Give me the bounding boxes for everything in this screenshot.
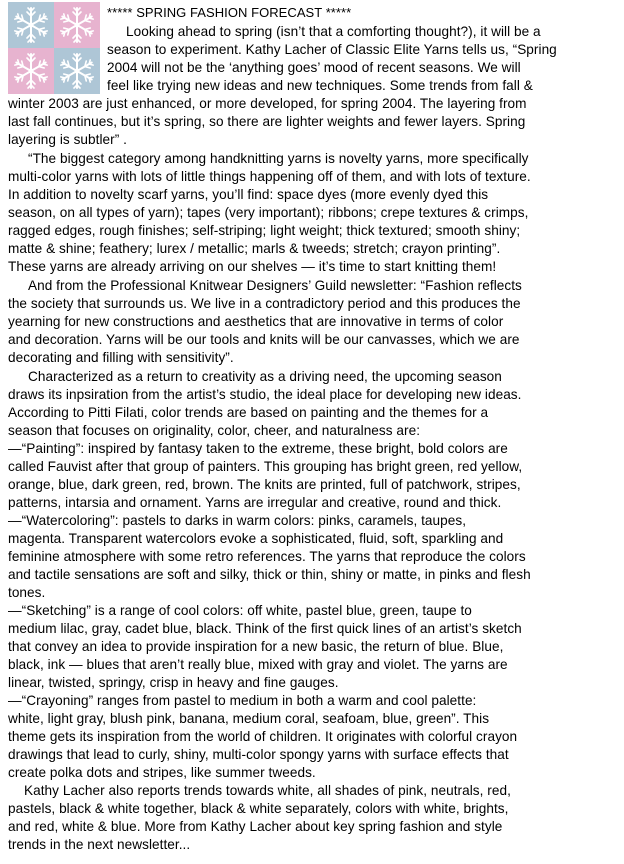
article-line: medium lilac, gray, cadet blue, black. Think of the first quick lines of an artist’s sketch bbox=[8, 621, 522, 636]
article-line: that convey an idea to provide inspiration for a new basic, the return of blue. Blue, bbox=[8, 639, 504, 654]
snowflake-icon bbox=[54, 48, 100, 94]
article-line: patterns, intarsia and ornament. Yarns are irregular and creative, round and thick. bbox=[8, 495, 502, 510]
article-line: decorating and filling with sensitivity”. bbox=[8, 350, 234, 365]
article-line: called Fauvist after that group of painters. This grouping has bright green, red yellow, bbox=[8, 459, 523, 474]
article-line: layering is subtler” . bbox=[8, 132, 127, 147]
article-line: create polka dots and stripes, like summer tweeds. bbox=[8, 765, 316, 780]
article-line: last fall continues, but it’s spring, so there are lighter weights and fewer layers. Spring bbox=[8, 114, 526, 129]
article-line: Characterized as a return to creativity as a driving need, the upcoming season bbox=[28, 369, 502, 384]
article-line: season to experiment. Kathy Lacher of Classic Elite Yarns tells us, “Spring bbox=[107, 42, 557, 57]
article-line: —“Watercoloring”: pastels to darks in warm colors: pinks, caramels, taupes, bbox=[8, 513, 467, 528]
article-line: —“Crayoning” ranges from pastel to medium in both a warm and cool palette: bbox=[8, 693, 477, 708]
article-line: And from the Professional Knitwear Designers’ Guild newsletter: “Fashion reflects bbox=[28, 278, 522, 293]
article-line: the society that surrounds us. We live in a contradictory period and this produces the bbox=[8, 296, 521, 311]
snowflake-icon bbox=[8, 48, 54, 94]
article-line: matte & shine; feathery; lurex / metallic; marls & tweeds; stretch; crayon printing”. bbox=[8, 241, 501, 256]
article-line: winter 2003 are just enhanced, or more developed, for spring 2004. The layering from bbox=[8, 96, 527, 111]
article-line: theme gets its inspiration from the world of children. It originates with colorful crayon bbox=[8, 729, 518, 744]
article-line: —“Painting”: inspired by fantasy taken to the extreme, these bright, bold colors are bbox=[8, 441, 508, 456]
snowflake-icon bbox=[8, 2, 54, 48]
article-line: These yarns are already arriving on our shelves — it’s time to start knitting them! bbox=[8, 259, 497, 274]
snowflake-decoration bbox=[8, 2, 100, 94]
article-line: tones. bbox=[8, 585, 46, 600]
article-line: linear, twisted, springy, crisp in heavy and fine gauges. bbox=[8, 675, 339, 690]
article-line: trends in the next newsletter... bbox=[8, 837, 191, 852]
article-line: black, ink — blues that aren’t really blue, mixed with gray and violet. The yarns are bbox=[8, 657, 508, 672]
snowflake-icon bbox=[54, 2, 100, 48]
article-line: feminine atmosphere with some retro references. The yarns that reproduce the colors bbox=[8, 549, 526, 564]
article-line: “The biggest category among handknitting yarns is novelty yarns, more specifically bbox=[28, 151, 529, 166]
article-line: season, on all types of yarn); tapes (very important); ribbons; crepe textures & crimps, bbox=[8, 205, 529, 220]
article-line: and decoration. Yarns will be our tools and knits will be our canvasses, which we are bbox=[8, 332, 520, 347]
article-line: pastels, black & white together, black & white separately, colors with white, brights, bbox=[8, 801, 509, 816]
article-line: yearning for new constructions and aesthetics that are innovative in terms of color bbox=[8, 314, 504, 329]
article-title: ***** SPRING FASHION FORECAST ***** bbox=[107, 5, 352, 20]
article-line: multi-color yarns with lots of little things happening off of them, and with lots of texture. bbox=[8, 169, 531, 184]
article-line: ragged edges, rough finishes; self-striping; light weight; thick textured; smooth shiny; bbox=[8, 223, 521, 238]
article-line: Looking ahead to spring (isn’t that a comforting thought?), it will be a bbox=[126, 24, 541, 39]
article-line: drawings that lead to curly, shiny, multi-color spongy yarns with surface effects that bbox=[8, 747, 509, 762]
article-line: feel like trying new ideas and new techniques. Some trends from fall & bbox=[107, 78, 533, 93]
article-line: draws its inpsiration from the artist’s studio, the ideal place for developing new ideas. bbox=[8, 387, 522, 402]
article-line: magenta. Transparent watercolors evoke a sophisticated, fluid, soft, sparkling and bbox=[8, 531, 504, 546]
article-line: In addition to novelty scarf yarns, you’ll find: space dyes (more evenly dyed this bbox=[8, 187, 489, 202]
article-line: According to Pitti Filati, color trends are based on painting and the themes for a bbox=[8, 405, 489, 420]
article-line: season that focuses on originality, color, cheer, and naturalness are: bbox=[8, 423, 421, 438]
article-line: orange, blue, dark green, red, brown. The knits are printed, full of patchwork, stripes, bbox=[8, 477, 521, 492]
article-line: —“Sketching” is a range of cool colors: off white, pastel blue, green, taupe to bbox=[8, 603, 472, 618]
article-line: 2004 will not be the ‘anything goes’ mood of recent seasons. We will bbox=[107, 60, 521, 75]
article-line: Kathy Lacher also reports trends towards white, all shades of pink, neutrals, red, bbox=[24, 783, 511, 798]
article-line: white, light gray, blush pink, banana, medium coral, seafoam, blue, green”. This bbox=[8, 711, 490, 726]
article-line: and red, white & blue. More from Kathy Lacher about key spring fashion and style bbox=[8, 819, 503, 834]
article-line: and tactile sensations are soft and silky, thick or thin, shiny or matte, in pinks and flesh bbox=[8, 567, 531, 582]
